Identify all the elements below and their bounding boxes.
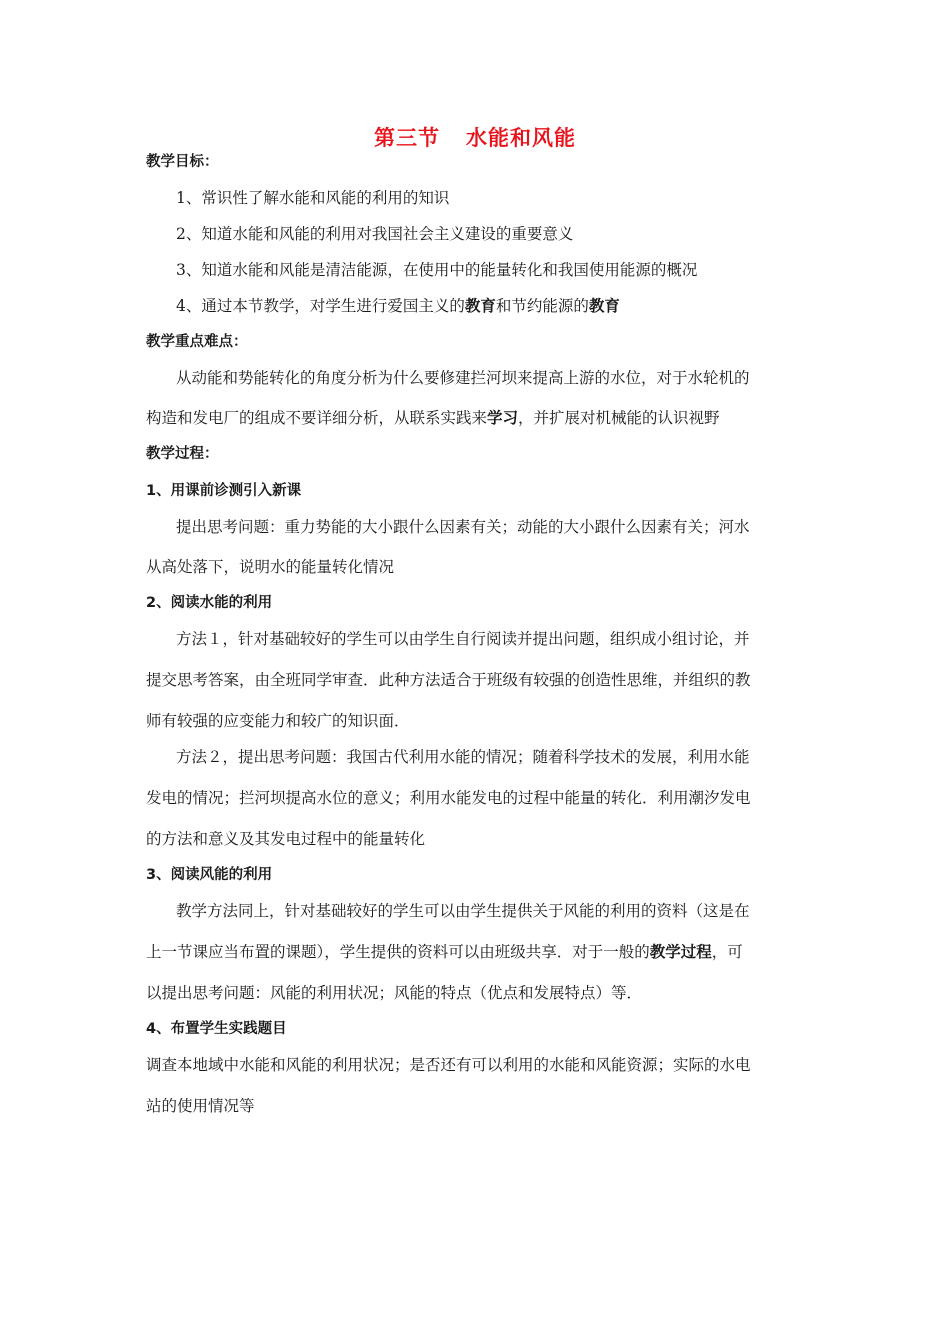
section-3-heading: 3、阅读风能的利用	[146, 867, 273, 883]
method-2-line-2: 发电的情况；拦河坝提高水位的意义；利用水能发电的过程中能量的转化．利用潮汐发电	[146, 789, 751, 807]
keypoints-line-2: 构造和发电厂的组成不要详细分析，从联系实践来学习，并扩展对机械能的认识视野	[146, 409, 720, 427]
title-section: 第三节	[374, 126, 440, 150]
process-heading: 教学过程：	[146, 446, 219, 462]
objective-item-1: 1、常识性了解水能和风能的利用的知识	[176, 189, 450, 207]
section-4-line-2: 站的使用情况等	[146, 1097, 255, 1115]
section-4-heading: 4、布置学生实践题目	[146, 1021, 287, 1037]
method-2-line-3: 的方法和意义及其发电过程中的能量转化	[146, 830, 426, 848]
section-1-heading: 1、用课前诊测引入新课	[146, 483, 302, 499]
section-3-line-3: 以提出思考问题：风能的利用状况；风能的特点（优点和发展特点）等．	[146, 984, 643, 1002]
title-topic: 水能和风能	[466, 126, 576, 150]
section-4-line-1: 调查本地域中水能和风能的利用状况；是否还有可以利用的水能和风能资源；实际的水电	[146, 1056, 751, 1074]
section-1-line-2: 从高处落下，说明水的能量转化情况	[146, 558, 395, 576]
objectives-heading: 教学目标：	[146, 154, 219, 170]
section-1-line-1: 提出思考问题：重力势能的大小跟什么因素有关；动能的大小跟什么因素有关；河水	[176, 518, 750, 536]
section-3-line-1: 教学方法同上，针对基础较好的学生可以由学生提供关于风能的利用的资料（这是在	[176, 902, 750, 920]
method-2-line-1: 方法２，提出思考问题：我国古代利用水能的情况；随着科学技术的发展，利用水能	[176, 748, 750, 766]
objective-item-2: 2、知道水能和风能的利用对我国社会主义建设的重要意义	[176, 225, 574, 243]
method-1-line-1: 方法１，针对基础较好的学生可以由学生自行阅读并提出问题，组织成小组讨论，并	[176, 630, 750, 648]
page-title	[0, 122, 950, 152]
objective-item-4: 4、通过本节教学，对学生进行爱国主义的教育和节约能源的教育	[176, 297, 620, 315]
objective-item-3: 3、知道水能和风能是清洁能源，在使用中的能量转化和我国使用能源的概况	[176, 261, 698, 279]
section-2-heading: 2、阅读水能的利用	[146, 595, 273, 611]
keypoints-heading: 教学重点难点：	[146, 334, 248, 350]
method-1-line-2: 提交思考答案，由全班同学审查．此种方法适合于班级有较强的创造性思维，并组织的教	[146, 671, 751, 689]
section-3-line-2: 上一节课应当布置的课题），学生提供的资料可以由班级共享．对于一般的教学过程，可	[146, 943, 743, 961]
keypoints-line-1: 从动能和势能转化的角度分析为什么要修建拦河坝来提高上游的水位，对于水轮机的	[176, 369, 750, 387]
method-1-line-3: 师有较强的应变能力和较广的知识面．	[146, 712, 410, 730]
